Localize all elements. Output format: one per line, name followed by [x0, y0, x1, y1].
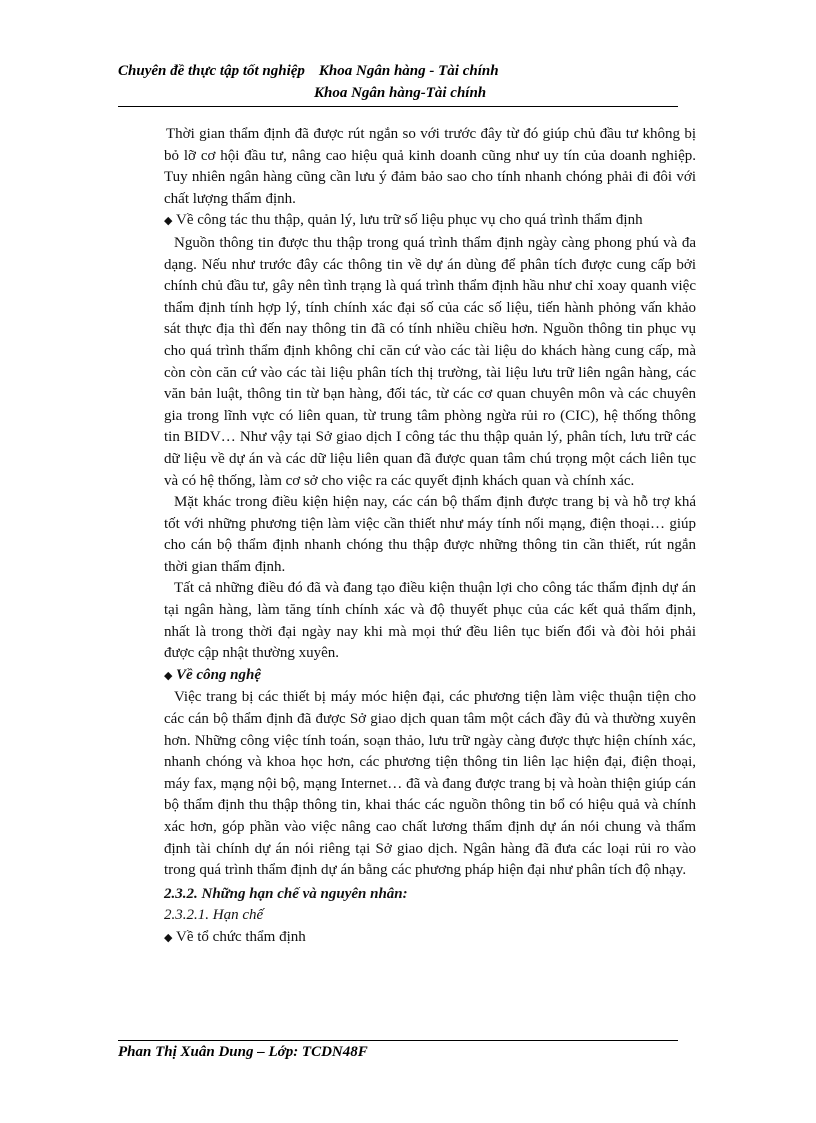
header-faculty: Khoa Ngân hàng - Tài chính — [318, 63, 499, 79]
header-thesis-title: Chuyên đề thực tập tốt nghiệp — [118, 63, 305, 79]
paragraph-1: Thời gian thẩm định đã được rút ngắn so với trước đây từ đó giúp chủ đầu tư không bị bỏ lỡ cơ hội đầu tư, nâng cao hiệu quả kinh doanh cũng như uy tín của doanh nghiệp. Tuy nhiên ngân hàng cũng cần lưu ý đảm bảo sao cho tính nhanh chóng phải đi đôi với chất lượng thẩm định. — [164, 126, 696, 207]
header-line-2: Khoa Ngân hàng-Tài chính — [314, 85, 487, 101]
diamond-bullet-icon: ◆ — [164, 931, 173, 944]
paragraph-4: Tất cả những điều đó đã và đang tạo điều kiện thuận lợi cho công tác thẩm định dự án tại ngân hàng, làm tăng tính chính xác và độ thuyết phục của các kết quả thẩm định, nhất là trong thời đại ngày nay khi mà mọi thứ đều liên tục biến đổi và đòi hỏi phải được cập nhật thường xuyên. — [164, 580, 696, 662]
page-body — [164, 124, 696, 950]
bullet-text: Về công tác thu thập, quản lý, lưu trữ số liệu phục vụ cho quá trình thẩm định — [176, 212, 643, 229]
paragraph-5: Việc trang bị các thiết bị máy móc hiện đại, các phương tiện làm việc thuận tiện cho các cán bộ thẩm định đã được Sở giao dịch quan tâm một cách đầy đủ và thường xuyên hơn. Những công việc tính toán, soạn thảo, lưu trữ ngày càng được thực hiện chính xác, nhanh chóng và khoa học hơn, các phương tiện thông tin liên lạc hiện đại, điện thoại, máy fax, mạng nội bộ, mạng Internet… đã và đang được trang bị và hoàn thiện giúp cán bộ thẩm định thu thập thông tin, khai thác các nguồn thông tin bổ có hiệu quả và chính xác hơn, góp phần vào việc nâng cao chất lương thẩm định dự án nói chung và thẩm định tài chính dự án nói riêng tại Sở giao dịch. Ngân hàng đã đưa các loại rủi ro vào trong quá trình thẩm định dự án bằng các phương pháp hiện đại như phân tích độ nhạy. — [164, 689, 696, 879]
bullet-technology — [164, 665, 696, 688]
section-heading-2-3-2-1: 2.3.2.1. Hạn chế — [164, 907, 264, 924]
bullet-data-collection — [164, 210, 696, 233]
diamond-bullet-icon: ◆ — [164, 669, 173, 682]
diamond-bullet-icon: ◆ — [164, 215, 173, 228]
bullet-organization — [164, 927, 696, 950]
footer-divider — [118, 1040, 678, 1041]
page-footer: Phan Thị Xuân Dung – Lớp: TCDN48F — [118, 1044, 368, 1060]
header-divider — [118, 106, 678, 107]
paragraph-2: Nguồn thông tin được thu thập trong quá trình thẩm định ngày càng phong phú và đa dạng. Nếu như trước đây các thông tin về dự án dùng để phân tích được cung cấp bởi chính chủ đầu tư, gây nên tình trạng là quá trình thẩm định hầu như chỉ xoay quanh việc thẩm định tính hợp lý, tính chính xác đại số của các số liệu, tiến hành phỏng vấn khảo sát thực địa thì đến nay thông tin đã có tính nhiều chiều hơn. Nguồn thông tin phục vụ cho quá trình thẩm định không chỉ căn cứ vào các tài liệu do khách hàng cung cấp, mà còn còn căn cứ vào các tài liệu phân tích thị trường, tài liệu lưu trữ liên ngân hàng, các văn bản luật, thông tin từ bạn hàng, đối tác, từ các cơ quan chuyên môn và các chuyên gia trong lĩnh vực có liên quan, từ trung tâm phòng ngừa rủi ro (CIC), hệ thống thông tin BIDV… Như vậy tại Sở giao dịch I công tác thu thập quản lý, phân tích, lưu trữ các dữ liệu về dự án và các dữ liệu liên quan đã được quan tâm chú trọng một cách liên tục và có hệ thống, làm cơ sở cho việc ra các quyết định khách quan và chính xác. — [164, 234, 696, 489]
section-heading-2-3-2: 2.3.2. Những hạn chế và nguyên nhân: — [164, 885, 408, 902]
page-header — [118, 60, 678, 104]
paragraph-3: Mặt khác trong điều kiện hiện nay, các cán bộ thẩm định được trang bị và hỗ trợ khá tốt với những phương tiện làm việc cần thiết như máy tính nối mạng, điện thoại… giúp cho cán bộ thẩm định nhanh chóng thu thập được những thông tin cần thiết, rút ngắn thời gian thẩm định. — [164, 494, 696, 575]
header-line-1 — [118, 60, 678, 82]
bullet-text: Về công nghệ — [176, 666, 262, 683]
bullet-text: Về tổ chức thẩm định — [176, 928, 306, 945]
